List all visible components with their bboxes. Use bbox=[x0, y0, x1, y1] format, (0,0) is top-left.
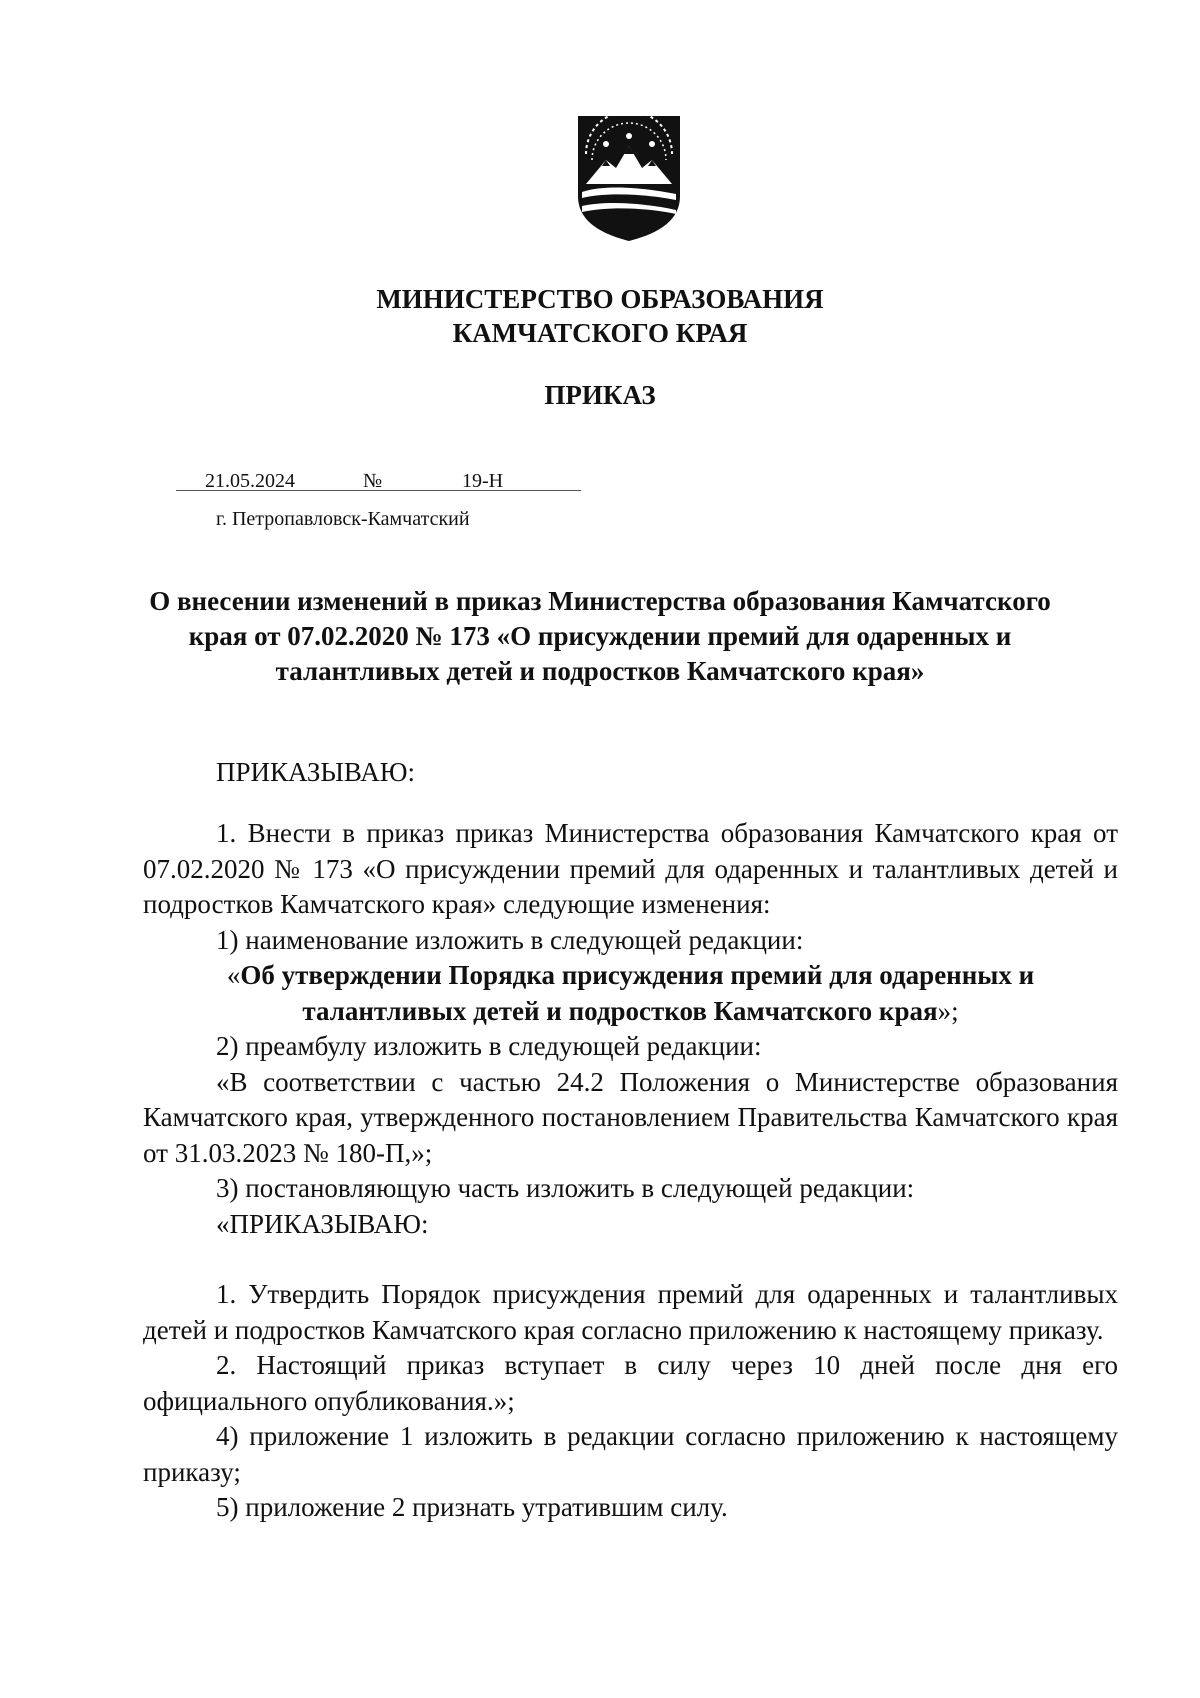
paragraph-4: 2) преамбулу изложить в следующей редакции: bbox=[216, 1031, 762, 1061]
document-title-line1: О внесении изменений в приказ Министерства образования Камчатского bbox=[149, 586, 1051, 616]
organization-name-line2: КАМЧАТСКОГО КРАЯ bbox=[452, 318, 748, 348]
paragraph-9: 2. Настоящий приказ вступает в силу через 10 дней после дня его официального опубликования.»; bbox=[143, 1350, 1118, 1416]
document-date: 21.05.2024 bbox=[205, 470, 295, 492]
quote-close: »; bbox=[937, 995, 959, 1026]
decree-word: ПРИКАЗЫВАЮ: bbox=[216, 757, 415, 787]
document-city: г. Петропавловск-Камчатский bbox=[216, 508, 470, 530]
document-number: 19-Н bbox=[462, 470, 504, 492]
paragraph-10: 4) приложение 1 изложить в редакции согласно приложению к настоящему приказу; bbox=[143, 1421, 1118, 1487]
organization-name bbox=[0, 282, 1200, 350]
quote-open: « bbox=[226, 960, 241, 990]
paragraph-6: 3) постановляющую часть изложить в следующей редакции: bbox=[216, 1173, 915, 1203]
new-name-line1: Об утверждении Порядка присуждения премий для одаренных и bbox=[240, 960, 1035, 990]
document-type: ПРИКАЗ bbox=[544, 380, 656, 410]
paragraph-7: «ПРИКАЗЫВАЮ: bbox=[216, 1208, 429, 1239]
new-name-line2: талантливых детей и подростков Камчатского края bbox=[302, 995, 938, 1026]
paragraph-2: 1) наименование изложить в следующей редакции: bbox=[216, 924, 804, 955]
paragraph-11: 5) приложение 2 признать утратившим силу. bbox=[216, 1492, 728, 1522]
document-title bbox=[130, 584, 1070, 689]
document-body bbox=[143, 816, 1118, 1526]
document-title-line2: края от 07.02.2020 № 173 «О присуждении премий для одаренных и bbox=[188, 621, 1012, 651]
paragraph-8: 1. Утвердить Порядок присуждения премий для одаренных и талантливых детей и подростков Камчатского края согласно приложению к настоящему приказу. bbox=[143, 1279, 1118, 1345]
kamchatka-coat-of-arms-icon bbox=[576, 114, 682, 243]
organization-name-line1: МИНИСТЕРСТВО ОБРАЗОВАНИЯ bbox=[376, 284, 824, 314]
document-number-label: № bbox=[363, 470, 383, 492]
paragraph-1: 1. Внести в приказ приказ Министерства образования Камчатского края от 07.02.2020 № 173 «О присуждении премий для одаренных и талантливых детей и подростков Камчатского края» следующие изменения: bbox=[143, 818, 1118, 919]
paragraph-5: «В соответствии с частью 24.2 Положения о Министерстве образования Камчатского края, утвержденного постановлением Правительства Камчатского края от 31.03.2023 № 180-П,»; bbox=[143, 1066, 1118, 1168]
paragraph-3 bbox=[143, 958, 1118, 1029]
document-title-line3: талантливых детей и подростков Камчатского края» bbox=[275, 656, 925, 686]
